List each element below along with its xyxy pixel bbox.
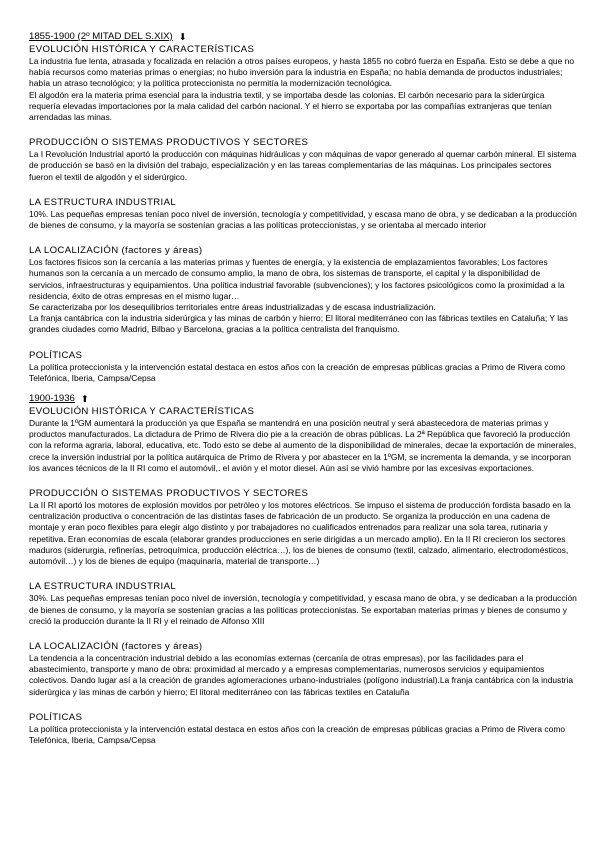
period-heading [29,31,577,43]
section-heading: PRODUCCIÓN O SISTEMAS PRODUCTIVOS Y SECTORES [29,488,309,500]
paragraph: La franja cantábrica con la industria siderúrgica y las minas de carbón y hierro; El litoral mediterráneo con las fábricas textiles en Cataluña; Y las grandes ciudades como Madrid, Bilbao y Barcelona, gracias a la política centralista del franquismo. [29,313,569,335]
paragraph: Los factores físicos son la cercanía a las materias primas y fuentes de energía, y la existencia de emplazamientos favorables; Los factores humanos son la cercanía a un mercado de consumo amplio, la mano de obra, los sistemas de transporte, el capital y la disponibilidad de servicios, infraestructuras y equipamientos. Una política industrial favorable (subvenciones); y los factores psicológicos como la proximidad a la residencia, éxito de otras empresas en el mismo lugar… [29,257,565,301]
arrow-down-icon: ⬇ [178,31,187,43]
paragraph: La I Revolución Industrial aportó la producción con máquinas hidráulicas y con máquinas de vapor generado al quemar carbón mineral. El sistema de producción se basó en la división del trabajo, especialización y en las tareas complementarias de las máquinas. Los principales sectores fueron el textil de algodón y el siderúrgico. [29,149,577,182]
section-heading: EVOLUCIÓN HISTÓRICA Y CARACTERÍSTICAS [29,44,255,55]
section-heading: LA LOCALIZACIÓN (factores y áreas) [29,640,203,652]
paragraph: La tendencia a la concentración industrial debido a las economías externas (cercanía de otras empresas), por las facilidades para el abastecimiento, transporte y mano de obra: proximidad al mercado y a empresas complementarias, numerosos servicios y equipamientos colectivos. Dando lugar así a la creación de grandes aglomeraciones urbano-industriales (polígono industrial).La franja cantábrica con la industria siderúrgica y las minas de carbón y hierro; El litoral mediterráneo con las fábricas textiles en Cataluña [29,652,574,697]
paragraph: La política proteccionista y la intervención estatal destaca en estos años con la creación de empresas públicas gracias a Primo de Rivera como Telefónica, Iberia, Campsa/Cepsa [29,361,566,383]
paragraph: La industria fue lenta, atrasada y focalizada en relación a otros países europeos, y hasta 1855 no cobró fuerza en España. Esto se debe a que no había recursos como materias primas o energías; no hubo inversión para la industria en España; no había demanda de productos industriales; había un atraso tecnológico; y la política proteccionista no permitía la modernización tecnológica. [29,56,575,89]
paragraph: Durante la 1ºGM aumentará la producción ya que España se mantendrá en una posición neutral y será abastecedora de materias primas y productos manufacturados. La dictadura de Primo de Rivera dio pie a la creación de obras públicas. La 2ª República que favoreció la producción con la reforma agraria, laboral, educativa, etc. Todo esto se debe al aumento de la disponibilidad de minerales, decae la exportación de minerales, crece la inversión industrial por la política autárquica de Primo de Rivera y por abastecer en la 1ºGM, se incrementa la demanda, y se incorporan los avances técnicos de la II RI como el automóvil,. el avión y el motor diesel. Aún así se vivió hambre por las excesivas exportaciones. [29,418,577,473]
paragraph: La política proteccionista y la intervención estatal destaca en estos años con la creación de empresas públicas gracias a Primo de Rivera como Telefónica, Iberia, Campsa/Cepsa [29,723,566,745]
paragraph: 10%. Las pequeñas empresas tenían poco nivel de inversión, tecnología y competitividad, y escasa mano de obra, y se dedicaban a la producción de bienes de consumo, y la mayoría se sostenían gracias a las políticas proteccionistas, y se orientaba al mercado interior [29,208,577,231]
paragraph: 30%. Las pequeñas empresas tenían poco nivel de inversión, tecnología y competitividad, y escasa mano de obra, y se dedicaban a la producción de bienes de consumo, y la mayoría se sostenían gracias a las políticas proteccionistas. Se exportaban materias primas y bienes de consumo y creció la producción durante la II RI y el reinado de Alfonso XIII [29,593,577,626]
section-heading: LA ESTRUCTURA INDUSTRIAL [29,196,177,208]
paragraph: La II RI aportó los motores de explosión movidos por petróleo y los motores eléctricos. Se impuso el sistema de producción fordista basado en la centralización productiva o concentración de las distintas fases de fabricación de un producto. Se organiza la producción en una cadena de montaje y eran poco flexibles para elegir algo distinto y por trabajadores no cualificados entrenados para realizar una sola tarea, rutinaria y repetitiva. Eran economías de escala (elaborar grandes producciones en serie dirigidas a un mercado amplio). En la II RI crecieron los sectores maduros (siderurgia, refinerías, petroquímica, producción eléctrica…), los de bienes de consumo (textil, calzado, alimentario, electrodomésticos, automóvil…) y los de bienes de equipo (maquinaria, material de transporte…) [29,500,571,567]
period-title: 1855-1900 (2º MITAD DEL S.XIX) [29,31,173,42]
period-title: 1900-1936 [29,393,75,405]
paragraph: El algodón era la materia prima esencial para la industria textil, y se importaba desde las colonias. El carbón necesario para la siderúrgica requería elevadas importaciones por la mala calidad del carbón nacional. Y el hierro se exportaba por las compañías extranjeras que tenían arrendadas las minas. [29,89,552,123]
arrow-up-icon: ⬆ [80,393,89,405]
document-page [29,31,577,746]
section-heading: POLÍTICAS [29,711,83,723]
section-heading: LA LOCALIZACIÓN (factores y áreas) [29,245,203,257]
section-heading: LA ESTRUCTURA INDUSTRIAL [29,581,177,593]
section-heading: PRODUCCIÓN O SISTEMAS PRODUCTIVOS Y SECTORES [29,137,309,149]
period-heading [29,393,577,405]
section-heading: POLÍTICAS [29,349,83,361]
paragraph: Se caracterizaba por los desequilibrios territoriales entre áreas industrializadas y de escasa industrialización. [29,302,436,313]
section-heading: EVOLUCIÓN HISTÓRICA Y CARACTERÍSTICAS [29,406,255,418]
